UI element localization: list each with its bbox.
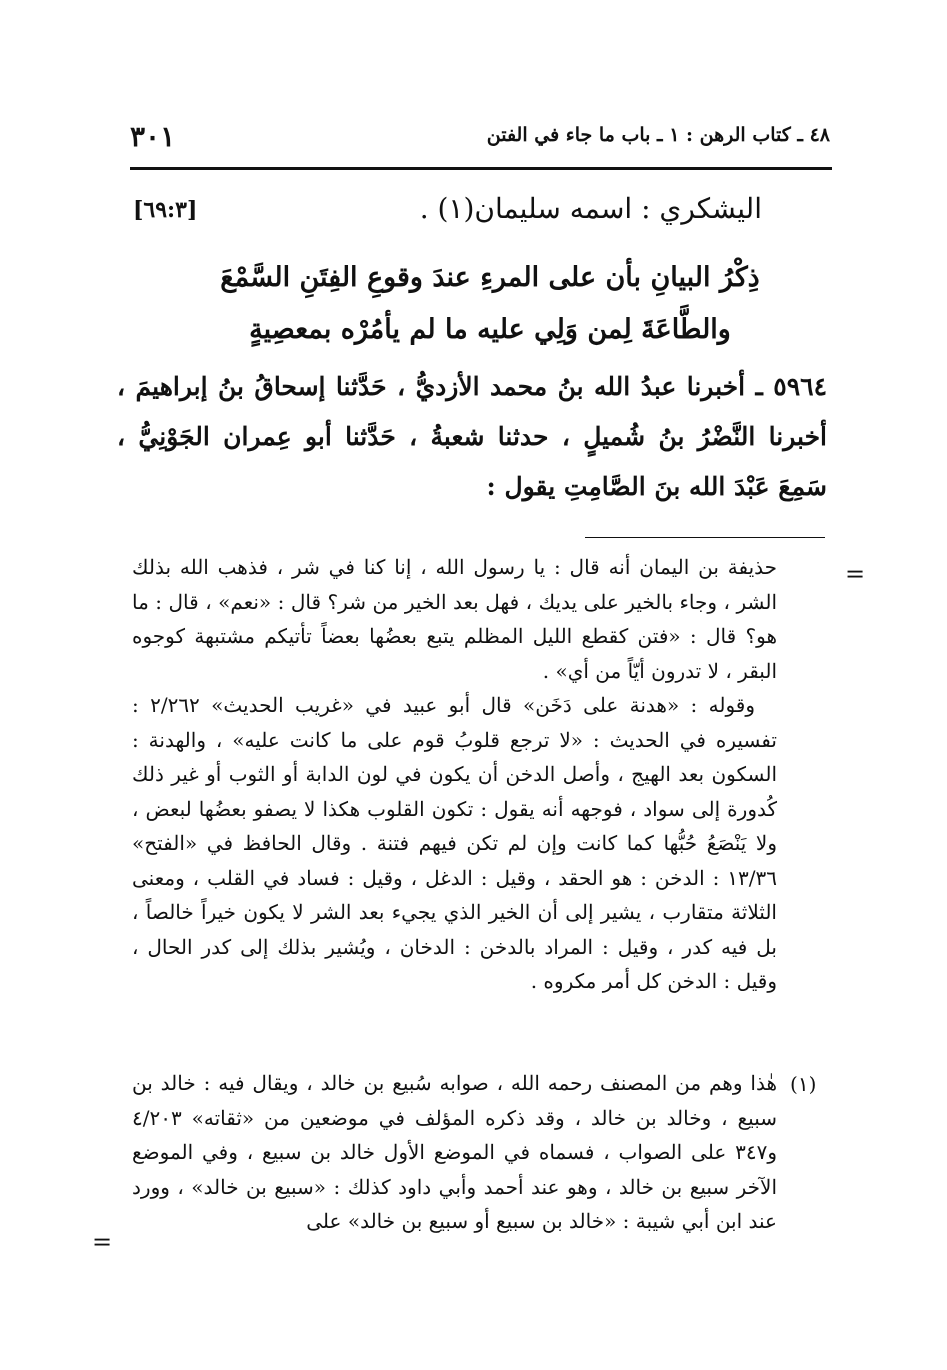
footnote-1-text: هٰذا وهم من المصنف رحمه الله ، صوابه سُبيع بن خالد ، ويقال فيه : خالد بن سبيع ، وخالد بن خالد ، وقد ذكره المؤلف في موضعين من «ثقاته» ٤/٢٠٣ و٣٤٧ على الصواب ، فسماه في الموضع الأول خالد بن سبيع ، وفي الموضع الآخر سبيع بن خالد ، وهو عند أحمد وأبي داود كذلك : «سبيع بن خالد» ، وورد عند ابن أبي شيبة : «خالد بن سبيع أو سبيع بن خالد» على bbox=[132, 1071, 778, 1233]
continuation-mark: = bbox=[845, 560, 866, 588]
narrator-note-line: اليشكري : اسمه سليمان(١) . bbox=[419, 192, 762, 225]
running-head bbox=[130, 120, 830, 160]
footnote-1-marker: (١) bbox=[790, 1072, 817, 1096]
footnote-separator bbox=[585, 537, 825, 538]
source-reference: [٦٩:٣] bbox=[133, 197, 198, 223]
chapter-heading bbox=[170, 252, 810, 356]
footnote-1 bbox=[132, 1066, 777, 1239]
header-rule bbox=[130, 167, 832, 170]
footnote-continuation bbox=[132, 550, 777, 999]
page-number: ٣٠١ bbox=[130, 120, 176, 153]
footnote-commentary: وقوله : «هدنة على دَخَن» قال أبو عبيد في «غريب الحديث» ٢/٢٦٢ : تفسيره في الحديث : «لا ترجع قلوبُ قوم على ما كانت عليه» ، والهدنة : السكون بعد الهيج ، وأصل الدخن أن يكون في لون الدابة أو الثوب أو غير ذلك كُدورة إلى سواد ، فوجهه أنه يقول : تكون القلوب هكذا لا يصفو بعضُها لبعض ، ولا يَنْصَعُ حُبُّها كما كانت وإن لم تكن فيهم فتنة . وقال الحافظ في «الفتح» ١٣/٣٦ : الدخن : هو الحقد ، وقيل : الدغل ، وقيل : فساد في القلب ، ومعنى الثلاثة متقارب ، يشير إلى أن الخير الذي يجيء بعد الشر لا يكون خيراً خالصاً ، بل فيه كدر ، وقيل : المراد بالدخن : الدخان ، ويُشير بذلك إلى كدر الحال ، وقيل : الدخن كل أمر مكروه . bbox=[132, 693, 777, 993]
footnote-paragraph: حذيفة بن اليمان أنه قال : يا رسول الله ، إنا كنا في شر ، فذهب الله بذلك الشر ، وجاء بالخير على يديك ، فهل بعد الخير من شر؟ قال : «نعم» ، قال : ما هو؟ قال : «فتن كقطع الليل المظلم يتبع بعضُها بعضاً تأتيكم مشتبهة كوجوه البقر ، لا تدرون أيّاً من أي» . bbox=[132, 555, 777, 683]
heading-line-1: ذِكْرُ البيانِ بأن على المرءِ عندَ وقوعِ الفِتَنِ السَّمْعَ bbox=[220, 262, 760, 293]
continues-next-page-mark: = bbox=[92, 1228, 113, 1256]
heading-line-2: والطَّاعَةَ لِمن وَلِي عليه ما لم يأمُرْه بمعصِيةٍ bbox=[249, 314, 731, 345]
hadith-text: ٥٩٦٤ ـ أخبرنا عبدُ الله بنُ محمد الأزديُّ ، حَدَّثنا إسحاقُ بنُ إبراهيمَ ، أخبرنا النَّضْرُ بنُ شُميلٍ ، حدثنا شعبةُ ، حَدَّثنا أبو عِمران الجَوْنِيُّ ، سَمِعَ عَبْدَ الله بنَ الصَّامِتِ يقول : bbox=[117, 372, 827, 501]
running-title: ٤٨ ـ كتاب الرهن : ١ ـ باب ما جاء في الفتن bbox=[486, 124, 830, 146]
